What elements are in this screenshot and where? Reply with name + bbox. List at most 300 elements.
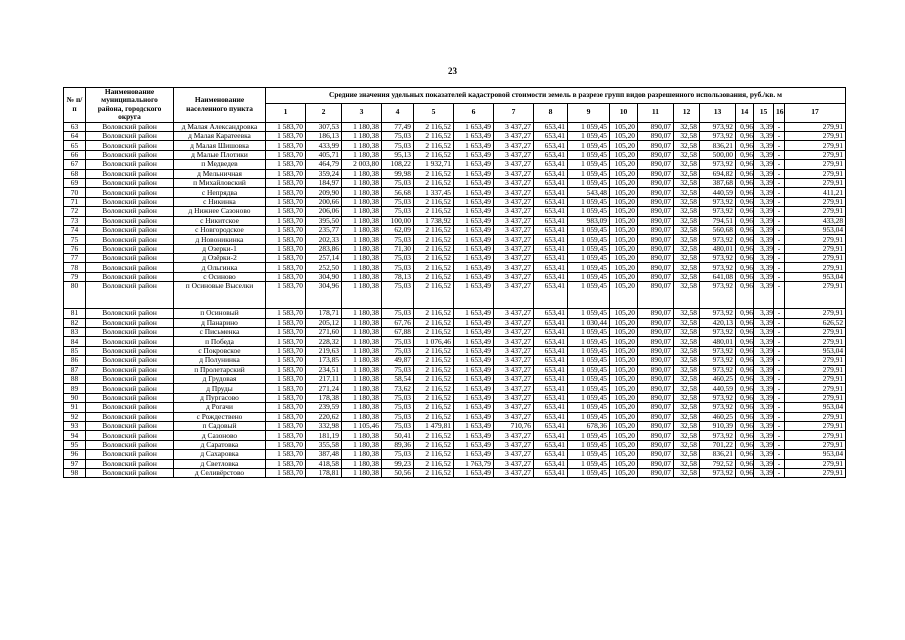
value-cell: - (774, 440, 785, 449)
value-cell: 653,41 (534, 356, 568, 365)
value-cell: 1 583,70 (266, 346, 306, 355)
value-cell: - (774, 403, 785, 412)
settlement-cell: д Ольгинка (174, 263, 266, 272)
value-cell: 1 583,70 (266, 160, 306, 169)
value-cell: 1 653,49 (454, 272, 494, 281)
value-cell: 105,20 (610, 431, 638, 440)
row-number-cell: 89 (64, 384, 86, 393)
value-cell: 75,03 (382, 178, 414, 187)
value-cell: 1 180,38 (342, 440, 382, 449)
value-cell: 2 116,52 (414, 384, 454, 393)
value-cell: 1 583,70 (266, 197, 306, 206)
value-cell: 1 583,70 (266, 122, 306, 131)
value-cell: 105,20 (610, 393, 638, 402)
value-cell: 2 116,52 (414, 178, 454, 187)
value-cell: 279,91 (785, 160, 846, 169)
value-cell: 279,91 (785, 459, 846, 468)
row-number-cell: 75 (64, 235, 86, 244)
value-cell: 75,03 (382, 393, 414, 402)
value-cell: 3 437,27 (494, 160, 534, 169)
value-cell: 3,39 (754, 150, 774, 159)
table-row (64, 393, 846, 402)
col-index-header: 15 (754, 103, 774, 122)
value-cell: 77,49 (382, 122, 414, 131)
value-cell: 464,79 (306, 160, 342, 169)
value-cell: 890,07 (638, 421, 674, 430)
value-cell: 890,07 (638, 178, 674, 187)
value-cell: 3,39 (754, 132, 774, 141)
district-cell: Воловский район (86, 122, 174, 131)
value-cell: 1 653,49 (454, 450, 494, 459)
value-cell: 32,58 (674, 197, 700, 206)
value-cell: 433,99 (306, 141, 342, 150)
district-cell: Воловский район (86, 337, 174, 346)
settlement-cell: д Светловка (174, 459, 266, 468)
value-cell: 1 583,70 (266, 431, 306, 440)
value-cell: 890,07 (638, 207, 674, 216)
value-cell: 50,41 (382, 431, 414, 440)
value-cell: 2 116,52 (414, 346, 454, 355)
value-cell: - (774, 282, 785, 309)
value-cell: 653,41 (534, 440, 568, 449)
value-cell: 1 180,38 (342, 132, 382, 141)
row-number-cell: 66 (64, 150, 86, 159)
value-cell: 1 076,46 (414, 337, 454, 346)
value-cell: - (774, 225, 785, 234)
value-cell: 304,96 (306, 282, 342, 309)
value-cell: 953,04 (785, 346, 846, 355)
settlement-cell: д Малая Каратеевка (174, 132, 266, 141)
value-cell: 3 437,27 (494, 254, 534, 263)
table-row (64, 132, 846, 141)
value-cell: - (774, 150, 785, 159)
value-cell: 0,96 (736, 375, 754, 384)
settlement-cell: п Осиновые Выселки (174, 282, 266, 309)
value-cell: 105,20 (610, 122, 638, 131)
col-index-header: 14 (736, 103, 754, 122)
row-number-cell: 92 (64, 412, 86, 421)
value-cell: 653,41 (534, 412, 568, 421)
value-cell: 387,68 (700, 178, 736, 187)
value-cell: 108,22 (382, 160, 414, 169)
value-cell: 1 583,70 (266, 282, 306, 309)
table-row (64, 403, 846, 412)
value-cell: 1 059,45 (568, 384, 610, 393)
value-cell: - (774, 141, 785, 150)
value-cell: 3 437,27 (494, 272, 534, 281)
value-cell: - (774, 160, 785, 169)
value-cell: 1 180,38 (342, 384, 382, 393)
value-cell: 1 653,49 (454, 468, 494, 477)
value-cell: 3 437,27 (494, 365, 534, 374)
row-number-cell: 93 (64, 421, 86, 430)
value-cell: 973,92 (700, 356, 736, 365)
value-cell: 2 116,52 (414, 459, 454, 468)
value-cell: 75,03 (382, 263, 414, 272)
value-cell: 279,91 (785, 207, 846, 216)
value-cell: 279,91 (785, 178, 846, 187)
value-cell: 1 180,38 (342, 272, 382, 281)
value-cell: 2 116,52 (414, 263, 454, 272)
value-cell: 3,39 (754, 459, 774, 468)
value-cell: 0,96 (736, 225, 754, 234)
row-number-cell: 70 (64, 188, 86, 197)
district-cell: Воловский район (86, 207, 174, 216)
value-cell: 1 180,38 (342, 318, 382, 327)
settlement-cell: с Письменка (174, 328, 266, 337)
value-cell: 420,13 (700, 318, 736, 327)
value-cell: 0,96 (736, 235, 754, 244)
value-cell: 1 479,81 (414, 421, 454, 430)
value-cell: 252,50 (306, 263, 342, 272)
value-cell: 653,41 (534, 365, 568, 374)
value-cell: 219,63 (306, 346, 342, 355)
table-row (64, 412, 846, 421)
value-cell: - (774, 356, 785, 365)
value-cell: 3,39 (754, 403, 774, 412)
value-cell: 890,07 (638, 254, 674, 263)
district-cell: Воловский район (86, 450, 174, 459)
value-cell: 1 653,49 (454, 384, 494, 393)
row-number-cell: 72 (64, 207, 86, 216)
value-cell: 1 653,49 (454, 375, 494, 384)
value-cell: 178,71 (306, 309, 342, 318)
value-cell: 890,07 (638, 141, 674, 150)
value-cell: 653,41 (534, 178, 568, 187)
value-cell: 32,58 (674, 178, 700, 187)
value-cell: 2 116,52 (414, 132, 454, 141)
value-cell: 1 180,38 (342, 207, 382, 216)
value-cell: 279,91 (785, 375, 846, 384)
value-cell: 3 437,27 (494, 346, 534, 355)
value-cell: 890,07 (638, 197, 674, 206)
table-row (64, 160, 846, 169)
value-cell: 460,25 (700, 412, 736, 421)
value-cell: 1 180,38 (342, 225, 382, 234)
value-cell: 500,00 (700, 150, 736, 159)
value-cell: - (774, 412, 785, 421)
value-cell: 1 653,49 (454, 197, 494, 206)
district-cell: Воловский район (86, 318, 174, 327)
value-cell: 1 583,70 (266, 337, 306, 346)
value-cell: 32,58 (674, 459, 700, 468)
value-cell: 653,41 (534, 459, 568, 468)
value-cell: 1 653,49 (454, 188, 494, 197)
value-cell: 32,58 (674, 216, 700, 225)
value-cell: 1 030,44 (568, 318, 610, 327)
value-cell: 105,20 (610, 384, 638, 393)
settlement-cell: с Покровское (174, 346, 266, 355)
value-cell: 0,96 (736, 393, 754, 402)
value-cell: 0,96 (736, 132, 754, 141)
value-cell: 32,58 (674, 440, 700, 449)
value-cell: 173,85 (306, 356, 342, 365)
value-cell: 105,20 (610, 440, 638, 449)
row-number-cell: 85 (64, 346, 86, 355)
value-cell: 433,28 (785, 216, 846, 225)
value-cell: 1 653,49 (454, 365, 494, 374)
value-cell: 32,58 (674, 365, 700, 374)
value-cell: 1 583,70 (266, 272, 306, 281)
row-number-cell: 67 (64, 160, 86, 169)
value-cell: 653,41 (534, 188, 568, 197)
value-cell: 78,13 (382, 272, 414, 281)
value-cell: - (774, 365, 785, 374)
col-index-header: 5 (414, 103, 454, 122)
value-cell: 3 437,27 (494, 440, 534, 449)
value-cell: 653,41 (534, 150, 568, 159)
value-cell: 1 059,45 (568, 328, 610, 337)
settlement-cell: д Сахаровка (174, 450, 266, 459)
district-cell: Воловский район (86, 440, 174, 449)
value-cell: 710,76 (494, 421, 534, 430)
value-cell: 3,39 (754, 393, 774, 402)
value-cell: 1 583,70 (266, 440, 306, 449)
value-cell: - (774, 450, 785, 459)
value-cell: - (774, 188, 785, 197)
value-cell: 359,24 (306, 169, 342, 178)
value-cell: 1 059,45 (568, 272, 610, 281)
value-cell: 1 583,70 (266, 309, 306, 318)
value-cell: 1 180,38 (342, 141, 382, 150)
table-row (64, 178, 846, 187)
value-cell: 2 116,52 (414, 431, 454, 440)
value-cell: 3,39 (754, 431, 774, 440)
settlement-cell: с Новгородское (174, 225, 266, 234)
row-number-cell: 74 (64, 225, 86, 234)
row-number-cell: 94 (64, 431, 86, 440)
value-cell: 1 059,45 (568, 309, 610, 318)
value-cell: 3 437,27 (494, 375, 534, 384)
value-cell: 1 180,38 (342, 178, 382, 187)
value-cell: 332,98 (306, 421, 342, 430)
value-cell: 3 437,27 (494, 235, 534, 244)
row-number-cell: 73 (64, 216, 86, 225)
value-cell: 355,58 (306, 440, 342, 449)
value-cell: 3,39 (754, 254, 774, 263)
value-cell: 653,41 (534, 132, 568, 141)
row-number-cell: 82 (64, 318, 86, 327)
value-cell: 694,82 (700, 169, 736, 178)
settlement-cell: д Новоникинка (174, 235, 266, 244)
value-cell: - (774, 254, 785, 263)
district-cell: Воловский район (86, 197, 174, 206)
value-cell: 1 583,70 (266, 188, 306, 197)
value-cell: 75,03 (382, 421, 414, 430)
value-cell: 1 059,45 (568, 375, 610, 384)
value-cell: 3 437,27 (494, 178, 534, 187)
table-row (64, 272, 846, 281)
value-cell: 279,91 (785, 150, 846, 159)
value-cell: 1 059,45 (568, 244, 610, 253)
value-cell: 3,39 (754, 328, 774, 337)
table-row (64, 235, 846, 244)
col-index-header: 8 (534, 103, 568, 122)
value-cell: 890,07 (638, 440, 674, 449)
value-cell: 1 180,38 (342, 122, 382, 131)
value-cell: 3,39 (754, 337, 774, 346)
value-cell: 1 583,70 (266, 403, 306, 412)
settlement-cell: д Малые Плотики (174, 150, 266, 159)
settlement-cell: с Никинка (174, 197, 266, 206)
value-cell: - (774, 468, 785, 477)
col-index-header: 11 (638, 103, 674, 122)
value-cell: 653,41 (534, 431, 568, 440)
value-cell: 0,96 (736, 160, 754, 169)
value-cell: 32,58 (674, 375, 700, 384)
value-cell: 3 437,27 (494, 244, 534, 253)
value-cell: 3,39 (754, 365, 774, 374)
row-number-cell: 78 (64, 263, 86, 272)
row-number-cell: 71 (64, 197, 86, 206)
value-cell: 794,51 (700, 216, 736, 225)
value-cell: - (774, 459, 785, 468)
value-cell: 75,03 (382, 403, 414, 412)
value-cell: 279,91 (785, 197, 846, 206)
col-index-header: 1 (266, 103, 306, 122)
value-cell: 32,58 (674, 160, 700, 169)
district-cell: Воловский район (86, 235, 174, 244)
value-cell: 184,97 (306, 178, 342, 187)
district-cell: Воловский район (86, 216, 174, 225)
value-cell: 3 437,27 (494, 328, 534, 337)
settlement-cell: д Мельничная (174, 169, 266, 178)
value-cell: 75,03 (382, 337, 414, 346)
value-cell: 0,96 (736, 403, 754, 412)
settlement-cell: д Грудовая (174, 375, 266, 384)
value-cell: 105,20 (610, 272, 638, 281)
cadastral-value-table (63, 87, 846, 478)
row-number-cell: 87 (64, 365, 86, 374)
value-cell: 0,96 (736, 216, 754, 225)
value-cell: 32,58 (674, 244, 700, 253)
row-number-cell: 81 (64, 309, 86, 318)
value-cell: 62,09 (382, 225, 414, 234)
value-cell: 202,33 (306, 235, 342, 244)
value-cell: - (774, 384, 785, 393)
table-row (64, 346, 846, 355)
value-cell: 1 583,70 (266, 412, 306, 421)
value-cell: - (774, 263, 785, 272)
value-cell: 2 116,52 (414, 393, 454, 402)
settlement-cell: с Осиново (174, 272, 266, 281)
value-cell: 653,41 (534, 197, 568, 206)
row-number-cell: 83 (64, 328, 86, 337)
value-cell: 653,41 (534, 141, 568, 150)
value-cell: 1 059,45 (568, 468, 610, 477)
value-cell: 0,96 (736, 440, 754, 449)
table-row (64, 440, 846, 449)
value-cell: 50,56 (382, 468, 414, 477)
value-cell: 3 437,27 (494, 207, 534, 216)
value-cell: 1 059,45 (568, 431, 610, 440)
row-number-cell: 77 (64, 254, 86, 263)
value-cell: 0,96 (736, 384, 754, 393)
value-cell: 1 583,70 (266, 150, 306, 159)
value-cell: 178,81 (306, 468, 342, 477)
value-cell: 890,07 (638, 282, 674, 309)
district-cell: Воловский район (86, 150, 174, 159)
district-cell: Воловский район (86, 403, 174, 412)
value-cell: - (774, 207, 785, 216)
value-cell: 626,52 (785, 318, 846, 327)
table-row (64, 318, 846, 327)
row-number-cell: 63 (64, 122, 86, 131)
value-cell: 2 116,52 (414, 282, 454, 309)
value-cell: 973,92 (700, 235, 736, 244)
value-cell: 105,20 (610, 225, 638, 234)
row-number-cell: 90 (64, 393, 86, 402)
value-cell: 2 116,52 (414, 254, 454, 263)
value-cell: 2 116,52 (414, 365, 454, 374)
value-cell: 75,03 (382, 365, 414, 374)
table-row (64, 207, 846, 216)
table-row (64, 384, 846, 393)
value-cell: 1 180,38 (342, 365, 382, 374)
value-cell: 1 059,45 (568, 207, 610, 216)
value-cell: 1 653,49 (454, 169, 494, 178)
value-cell: 0,96 (736, 431, 754, 440)
district-cell: Воловский район (86, 254, 174, 263)
value-cell: 973,92 (700, 309, 736, 318)
value-cell: 105,20 (610, 421, 638, 430)
table-row (64, 254, 846, 263)
value-cell: 279,91 (785, 244, 846, 253)
value-cell: - (774, 431, 785, 440)
value-cell: 279,91 (785, 141, 846, 150)
value-cell: 890,07 (638, 412, 674, 421)
value-cell: 1 059,45 (568, 356, 610, 365)
value-cell: 480,01 (700, 244, 736, 253)
value-cell: 304,90 (306, 272, 342, 281)
value-cell: 890,07 (638, 150, 674, 159)
value-cell: 32,58 (674, 346, 700, 355)
value-cell: 32,58 (674, 254, 700, 263)
value-cell: 2 116,52 (414, 375, 454, 384)
value-cell: 279,91 (785, 122, 846, 131)
value-cell: 890,07 (638, 132, 674, 141)
value-cell: 1 653,49 (454, 346, 494, 355)
value-cell: 75,03 (382, 450, 414, 459)
value-cell: 953,04 (785, 272, 846, 281)
value-cell: 890,07 (638, 272, 674, 281)
value-cell: - (774, 169, 785, 178)
table-row (64, 225, 846, 234)
value-cell: 1 653,49 (454, 244, 494, 253)
value-cell: 1 653,49 (454, 141, 494, 150)
value-cell: 3,39 (754, 207, 774, 216)
value-cell: 3 437,27 (494, 459, 534, 468)
value-cell: 653,41 (534, 272, 568, 281)
table-row (64, 188, 846, 197)
value-cell: 239,59 (306, 403, 342, 412)
value-cell: 105,20 (610, 141, 638, 150)
value-cell: 1 180,38 (342, 431, 382, 440)
value-cell: 3 437,27 (494, 141, 534, 150)
value-cell: 105,20 (610, 328, 638, 337)
value-cell: 973,92 (700, 328, 736, 337)
value-cell: 3 437,27 (494, 197, 534, 206)
value-cell: 890,07 (638, 169, 674, 178)
value-cell: 890,07 (638, 459, 674, 468)
value-cell: 1 180,38 (342, 356, 382, 365)
value-cell: 2 116,52 (414, 468, 454, 477)
value-cell: 1 059,45 (568, 132, 610, 141)
value-cell: 1 653,49 (454, 225, 494, 234)
district-cell: Воловский район (86, 384, 174, 393)
value-cell: 0,96 (736, 244, 754, 253)
value-cell: - (774, 244, 785, 253)
